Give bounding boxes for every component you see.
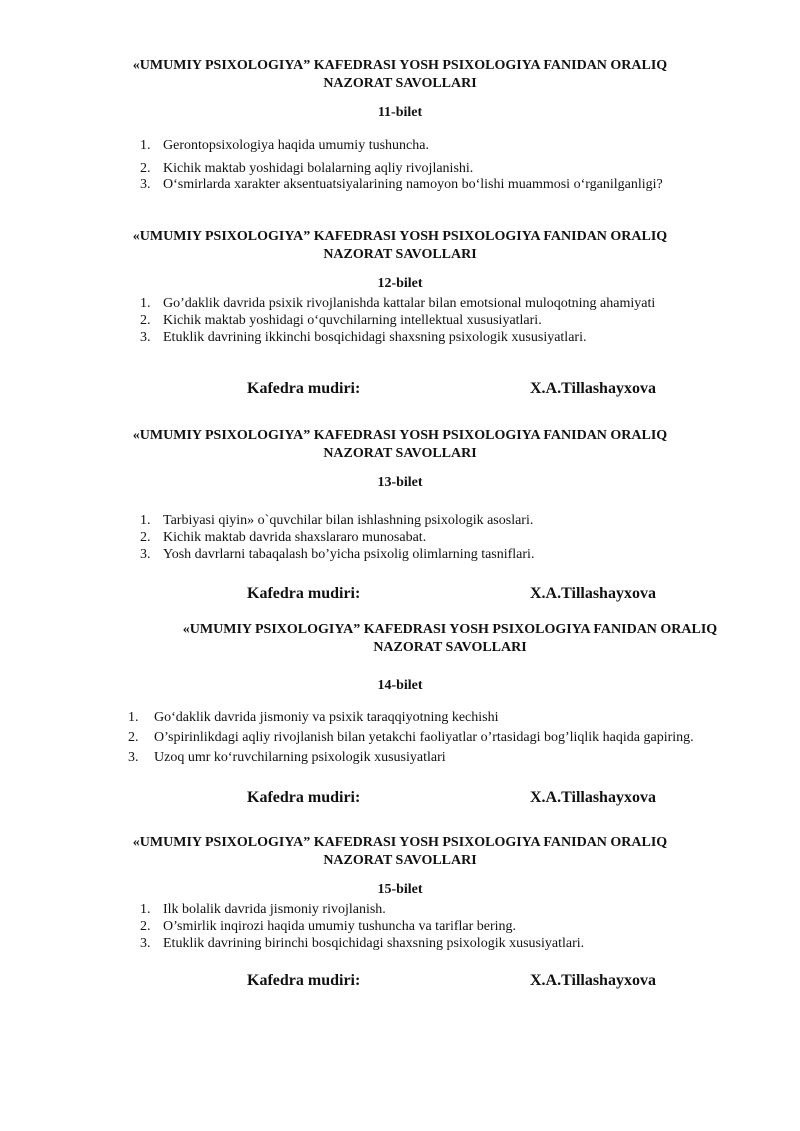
question-item <box>140 935 584 952</box>
question-text: Ilk bolalik davrida jismoniy rivojlanish. <box>163 902 386 917</box>
ticket-block-13 <box>0 427 800 463</box>
question-text: O’spirinlikdagi aqliy rivojlanish bilan yetakchi faoliyatlar o’rtasidagi bog’liqlik haqida gapiring. <box>154 730 694 745</box>
question-item <box>140 312 655 329</box>
header-subtitle: NAZORAT SAVOLLARI <box>373 640 527 655</box>
question-item <box>140 137 663 160</box>
header-subtitle: NAZORAT SAVOLLARI <box>323 446 477 461</box>
header-title: «UMUMIY PSIXOLOGIYA” KAFEDRASI YOSH PSIXOLOGIYA FANIDAN ORALIQ <box>132 229 668 244</box>
question-item <box>140 918 584 935</box>
question-number: 2. <box>140 530 151 545</box>
bilet-number: 15-bilet <box>377 882 423 897</box>
bilet-number: 13-bilet <box>377 475 423 490</box>
question-text: Kichik maktab yoshidagi bolalarning aqliy rivojlanishi. <box>163 161 474 176</box>
question-number: 3. <box>140 330 151 345</box>
signature-name: X.A.Tillashayxova <box>530 380 656 397</box>
question-item <box>128 729 694 749</box>
section-header <box>0 834 800 870</box>
question-text: Tarbiyasi qiyin» o`quvchilar bilan ishlashning psixologik asoslari. <box>163 513 534 528</box>
header-title: «UMUMIY PSIXOLOGIYA” KAFEDRASI YOSH PSIXOLOGIYA FANIDAN ORALIQ <box>132 835 668 850</box>
question-number: 2. <box>140 313 151 328</box>
question-item <box>140 295 655 312</box>
question-number: 3. <box>140 177 151 192</box>
question-number: 3. <box>140 936 151 951</box>
bilet-number: 14-bilet <box>377 678 423 693</box>
question-number: 2. <box>140 161 151 176</box>
question-item <box>140 512 534 529</box>
question-item <box>140 176 663 193</box>
signature-label: Kafedra mudiri: <box>247 585 361 602</box>
header-subtitle: NAZORAT SAVOLLARI <box>323 853 477 868</box>
question-text: O‘smirlarda xarakter aksentuatsiyalarining namoyon bo‘lishi muammosi o‘rganilganligi? <box>163 177 663 192</box>
signature-label: Kafedra mudiri: <box>247 789 361 806</box>
question-number: 1. <box>128 710 139 725</box>
signature-label: Kafedra mudiri: <box>247 380 361 397</box>
question-item <box>128 749 694 769</box>
question-number: 1. <box>140 902 151 917</box>
question-number: 1. <box>140 513 151 528</box>
question-text: Etuklik davrining ikkinchi bosqichidagi shaxsning psixologik xususiyatlari. <box>163 330 587 345</box>
question-number: 3. <box>140 547 151 562</box>
question-item <box>140 329 655 346</box>
signature-name: X.A.Tillashayxova <box>530 972 656 989</box>
section-header <box>0 57 800 93</box>
question-number: 3. <box>128 750 139 765</box>
signature-label: Kafedra mudiri: <box>247 972 361 989</box>
question-text: Gerontopsixologiya haqida umumiy tushuncha. <box>163 138 429 153</box>
signature-name: X.A.Tillashayxova <box>530 789 656 806</box>
question-text: Go’daklik davrida psixik rivojlanishda kattalar bilan emotsional muloqotning ahamiyati <box>163 296 656 311</box>
question-number: 1. <box>140 296 151 311</box>
question-item <box>128 709 694 729</box>
section-header <box>0 427 800 463</box>
question-list <box>140 295 655 346</box>
question-number: 2. <box>128 730 139 745</box>
question-text: Yosh davrlarni tabaqalash bo’yicha psixolig olimlarning tasniflari. <box>163 547 535 562</box>
question-item <box>140 529 534 546</box>
question-text: Kichik maktab yoshidagi o‘quvchilarning intellektual xususiyatlari. <box>163 313 542 328</box>
ticket-block-15 <box>0 834 800 870</box>
header-title: «UMUMIY PSIXOLOGIYA” KAFEDRASI YOSH PSIXOLOGIYA FANIDAN ORALIQ <box>182 622 718 637</box>
header-title: «UMUMIY PSIXOLOGIYA” KAFEDRASI YOSH PSIXOLOGIYA FANIDAN ORALIQ <box>132 58 668 73</box>
section-header <box>0 228 800 264</box>
question-text: Go‘daklik davrida jismoniy va psixik taraqqiyotning kechishi <box>154 710 499 725</box>
bilet-number: 12-bilet <box>377 276 423 291</box>
question-item <box>140 160 663 176</box>
question-item <box>140 901 584 918</box>
question-list <box>140 901 584 952</box>
section-header <box>50 621 800 657</box>
question-text: O’smirlik inqirozi haqida umumiy tushuncha va tariflar bering. <box>163 919 517 934</box>
question-text: Kichik maktab davrida shaxslararo munosabat. <box>163 530 427 545</box>
header-title: «UMUMIY PSIXOLOGIYA” KAFEDRASI YOSH PSIXOLOGIYA FANIDAN ORALIQ <box>132 428 668 443</box>
signature-name: X.A.Tillashayxova <box>530 585 656 602</box>
question-list <box>128 709 694 769</box>
question-list <box>140 137 663 193</box>
ticket-block-11 <box>0 57 800 93</box>
question-list <box>140 512 534 563</box>
ticket-block-12 <box>0 228 800 264</box>
ticket-block-14 <box>50 621 800 657</box>
question-text: Etuklik davrining birinchi bosqichidagi shaxsning psixologik xususiyatlari. <box>163 936 585 951</box>
question-item <box>140 546 534 563</box>
header-subtitle: NAZORAT SAVOLLARI <box>323 76 477 91</box>
bilet-number: 11-bilet <box>377 105 423 120</box>
question-number: 2. <box>140 919 151 934</box>
header-subtitle: NAZORAT SAVOLLARI <box>323 247 477 262</box>
question-number: 1. <box>140 138 151 153</box>
question-text: Uzoq umr ko‘ruvchilarning psixologik xususiyatlari <box>154 750 446 765</box>
